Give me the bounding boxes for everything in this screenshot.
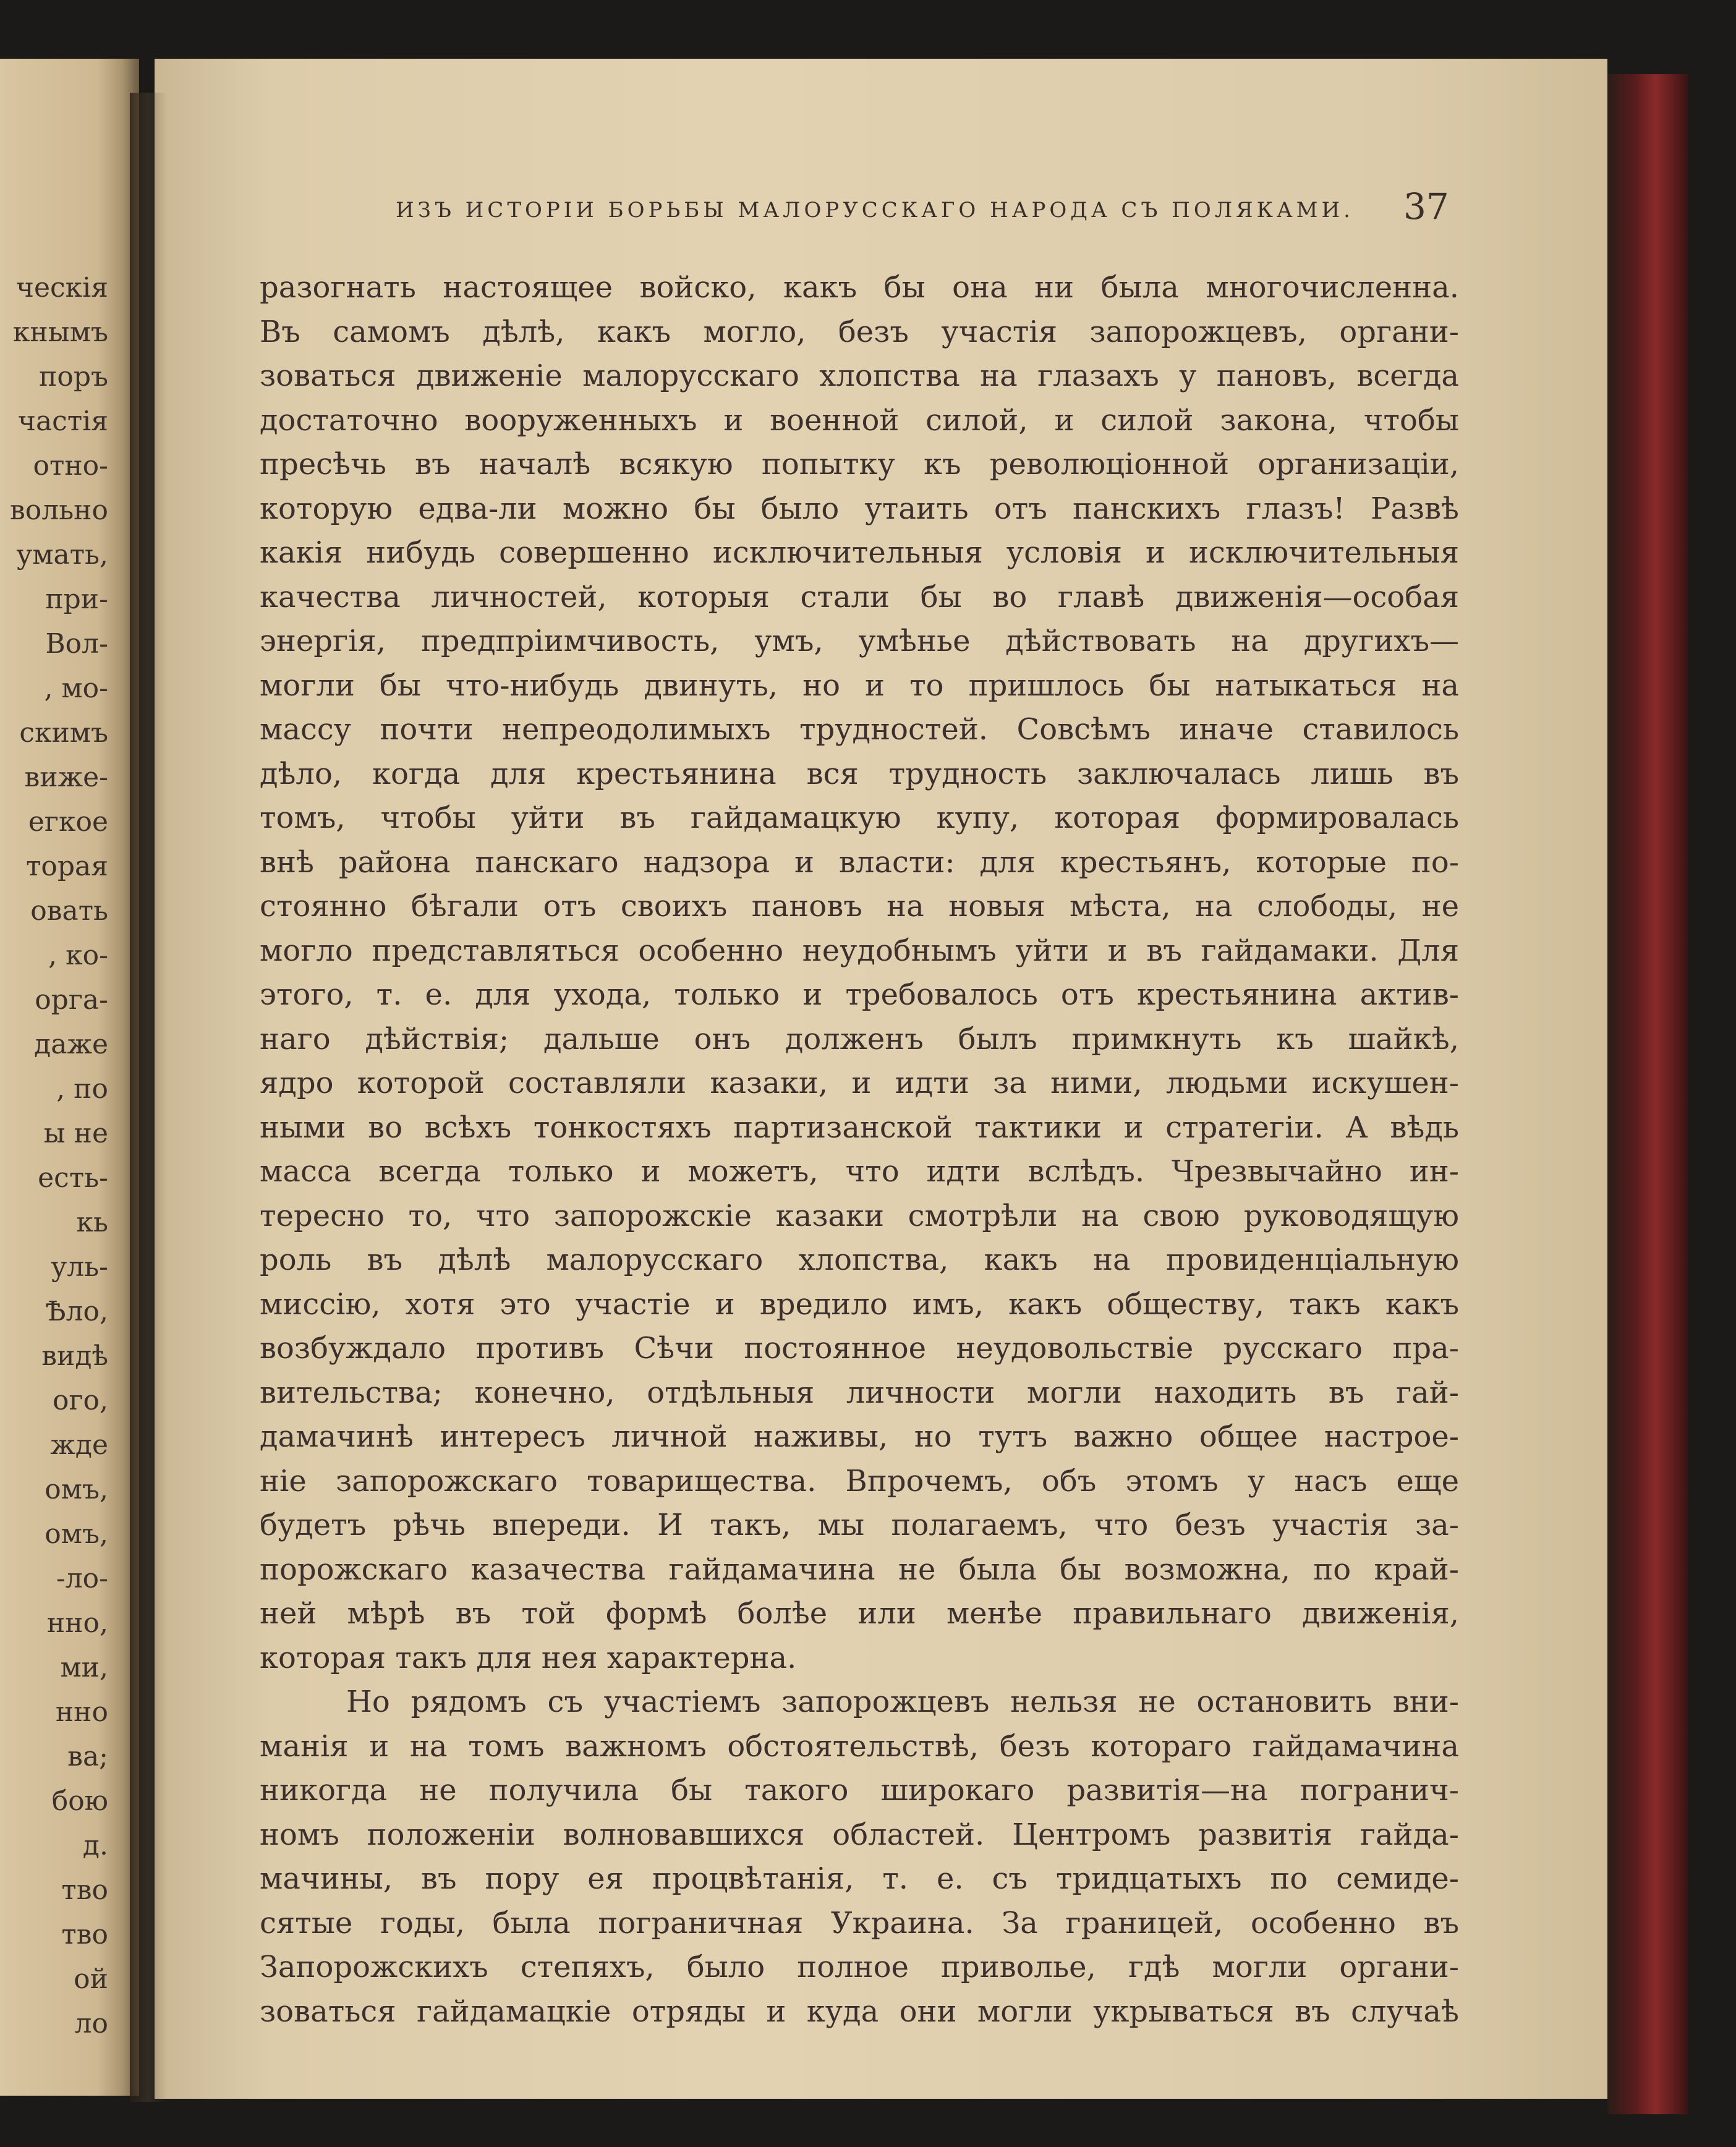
text-line: никогда не получила бы такого широкаго развитія—на погранич- [260,1773,1459,1808]
text-line: сятые годы, была пограничная Украина. За границей, особенно въ [260,1905,1459,1941]
text-line: дамачинѣ интересъ личной наживы, но тутъ важно общее настрое- [260,1419,1459,1454]
left-page-line: частія [17,406,108,437]
text-line: миссію, хотя это участіе и вредило имъ, какъ обществу, такъ какъ [260,1286,1459,1322]
text-line: этого, т. е. для ухода, только и требовалось отъ крестьянина актив- [260,977,1459,1012]
text-line: зоваться движеніе малорусскаго хлопства на глазахъ у пановъ, всегда [260,359,1459,393]
paragraph-start-line: Но рядомъ съ участіемъ запорожцевъ нельзя не остановить вни- [346,1685,1459,1719]
text-line: наго дѣйствія; дальше онъ долженъ былъ примкнуть къ шайкѣ, [260,1021,1459,1056]
body-text [260,266,1459,2034]
left-page-line: виже- [24,762,108,793]
left-page-line: отно- [33,450,108,482]
text-line: ніе запорожскаго товарищества. Впрочемъ, объ этомъ у насъ еще [260,1463,1459,1499]
text-line: пресѣчь въ началѣ всякую попытку къ революціонной организаціи, [260,447,1459,482]
left-page-line: д. [82,1830,108,1861]
text-line: Въ самомъ дѣлѣ, какъ могло, безъ участія запорожцевъ, органи- [260,314,1459,349]
text-line: какія нибудь совершенно исключительныя условія и исключительныя [260,535,1459,570]
left-page-line: умать, [16,539,108,571]
text-line: внѣ района панскаго надзора и власти: для крестьянъ, которые по- [260,844,1459,880]
left-page-line: ми, [60,1652,108,1683]
left-page-line: , по [56,1073,108,1105]
text-line: могло представляться особенно неудобнымъ уйти и въ гайдамаки. Для [260,933,1459,968]
left-page-line: поръ [39,361,108,393]
left-page-line: -ло- [56,1563,108,1594]
left-page-line: торая [26,851,108,882]
text-line: ными во всѣхъ тонкостяхъ партизанской тактики и стратегіи. А вѣдь [260,1110,1459,1145]
text-line: томъ, чтобы уйти въ гайдамацкую купу, которая формировалась [260,801,1459,835]
text-line: качества личностей, которыя стали бы во главѣ движенія—особая [260,579,1459,614]
text-line: стоянно бѣгали отъ своихъ пановъ на новыя мѣста, на слободы, не [260,889,1459,924]
text-line: достаточно вооруженныхъ и военной силой, и силой закона, чтобы [260,402,1459,438]
text-line: массу почти непреодолимыхъ трудностей. Совсѣмъ иначе ставилось [260,712,1459,747]
text-line: ядро которой составляли казаки, и идти за ними, людьми искушен- [260,1066,1459,1100]
left-page-line: кнымъ [12,317,108,348]
text-line: энергія, предпріимчивость, умъ, умѣнье дѣйствовать на другихъ— [260,624,1459,658]
left-page-line: даже [34,1029,108,1060]
left-page-line: егкое [28,806,108,838]
text-line: дѣло, когда для крестьянина вся трудность заключалась лишь въ [260,756,1459,791]
left-page-line: , мо- [44,673,108,704]
text-line: номъ положеніи волновавшихся областей. Центромъ развитія гайда- [260,1817,1459,1852]
left-page [0,59,139,2096]
left-page-line: нно [55,1696,108,1728]
left-page-line: нно, [46,1607,108,1639]
left-page-line: Ѣло, [45,1296,108,1327]
running-head: ИЗЪ ИСТОРІИ БОРЬБЫ МАЛОРУССКАГО НАРОДА СЪ ПОЛЯКАМИ. [396,198,1354,223]
text-line: масса всегда только и можетъ, что идти вслѣдъ. Чрезвычайно ин- [260,1154,1459,1189]
page-number: 37 [1403,185,1449,227]
left-page-line: бою [51,1785,108,1817]
left-page-line: скимъ [19,717,108,749]
book-edge [1607,74,1688,2114]
text-line: манія и на томъ важномъ обстоятельствѣ, безъ котораго гайдамачина [260,1728,1459,1764]
text-line: будетъ рѣчь впереди. И такъ, мы полагаемъ, что безъ участія за- [260,1508,1459,1542]
left-page-line: ческія [15,272,108,304]
left-page-line: омъ, [45,1474,108,1505]
left-page-line: ой [74,1963,108,1995]
left-page-line: омъ, [45,1518,108,1550]
text-line: Запорожскихъ степяхъ, было полное приволье, гдѣ могли органи- [260,1950,1459,1984]
left-page-line: тво [61,1874,108,1906]
text-line: ней мѣрѣ въ той формѣ болѣе или менѣе правильнаго движенія, [260,1596,1459,1631]
left-page-line: овать [30,895,108,927]
paragraph-end-line: которая такъ для нея характерна. [260,1640,797,1675]
left-page-line: ы не [43,1118,108,1149]
left-page-line: Вол- [45,628,108,660]
text-line: зоваться гайдамацкіе отряды и куда они могли укрываться въ случаѣ [260,1994,1459,2029]
left-page-line: при- [45,584,108,615]
left-page-line: видѣ [41,1340,108,1372]
text-line: могли бы что-нибудь двинуть, но и то пришлось бы натыкаться на [260,668,1459,703]
text-line: которую едва-ли можно бы было утаить отъ панскихъ глазъ! Развѣ [260,491,1459,526]
left-page-line: вольно [10,495,108,526]
left-page-line: ого, [52,1385,108,1416]
left-page-line: кь [76,1207,108,1238]
left-page-line: , ко- [48,940,108,971]
text-line: разогнать настоящее войско, какъ бы она ни была многочисленна. [260,270,1459,305]
left-page-line: тво [61,1919,108,1950]
text-line: мачины, въ пору ея процвѣтанія, т. е. съ тридцатыхъ по семиде- [260,1861,1459,1896]
left-page-line: ло [74,2008,108,2039]
left-page-line: ва; [67,1741,108,1772]
text-line: роль въ дѣлѣ малорусскаго хлопства, какъ на провиденціальную [260,1243,1459,1277]
text-line: тересно то, что запорожскіе казаки смотрѣли на свою руководящую [260,1198,1459,1233]
text-line: порожскаго казачества гайдамачина не была бы возможна, по край- [260,1552,1459,1587]
left-page-line: есть- [38,1162,108,1194]
spine-shadow [130,93,167,2102]
left-page-line: орга- [35,984,108,1016]
text-line: вительства; конечно, отдѣльныя личности могли находить въ гай- [260,1375,1459,1410]
text-line: возбуждало противъ Сѣчи постоянное неудовольствіе русскаго пра- [260,1331,1459,1366]
left-page-line: уль- [51,1251,108,1283]
left-page-line: жде [50,1429,108,1461]
